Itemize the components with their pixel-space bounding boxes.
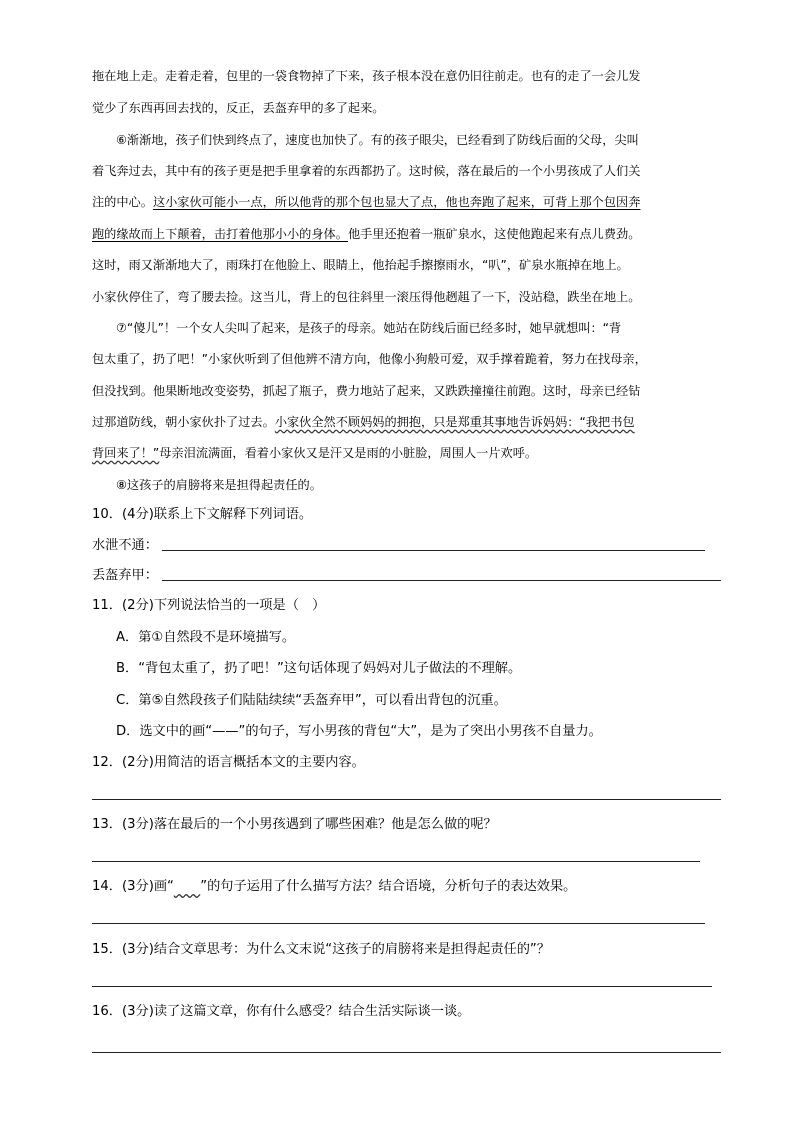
- question-11-option-d[interactable]: D．选文中的画“——”的句子，写小男孩的背包“大”，是为了突出小男孩不自量力。: [116, 724, 602, 739]
- paragraph-7-line: ⑦“傻儿”！一个女人尖叫了起来，是孩子的母亲。她站在防线后面已经多时，她早就想叫：“背: [116, 321, 622, 335]
- answer-line[interactable]: [92, 923, 705, 924]
- answer-line[interactable]: [92, 1052, 721, 1053]
- question-16: 16．(3分)读了这篇文章，你有什么感受？结合生活实际谈一谈。: [92, 1004, 471, 1019]
- question-15: 15．(3分)结合文章思考：为什么文末说“这孩子的肩膀将来是担得起责任的”？: [92, 942, 550, 957]
- question-11-option-a[interactable]: A．第①自然段不是环境描写。: [116, 630, 296, 645]
- plain-text: 注的中心。: [92, 195, 153, 209]
- underlined-sentence: 这小家伙可能小一点，所以他背的那个包也显大了点，他也奔跑了起来，可背上那个包因奔: [152, 195, 641, 209]
- paragraph-7-line: [92, 414, 635, 430]
- wavy-underlined-sentence: 背回来了！”: [92, 446, 160, 460]
- question-10: 10．(4分)联系上下文解释下列词语。: [92, 507, 313, 522]
- plain-text: 母亲泪流满面，看着小家伙又是汗又是雨的小脏脸，周围人一片欢呼。: [159, 446, 538, 460]
- paragraph-7-line: [92, 445, 537, 461]
- wavy-line-sample: [174, 879, 200, 894]
- question-12: 12．(2分)用简洁的语言概括本文的主要内容。: [92, 755, 365, 770]
- paragraph-8: ⑧这孩子的肩膀将来是担得起责任的。: [116, 478, 322, 492]
- passage-line: 拖在地上走。走着走着，包里的一袋食物掉了下来，孩子根本没在意仍旧往前走。也有的走了一会儿发: [92, 69, 641, 83]
- underlined-sentence: 跑的缘故而上下颠着，击打着他那小小的身体。: [92, 227, 348, 241]
- wavy-underlined-sentence: 小家伙全然不顾妈妈的拥抱，只是郑重其事地告诉妈妈：“我把书包: [274, 415, 635, 429]
- passage-line: 觉少了东西再回去找的，反正，丢盔弃甲的多了起来。: [92, 101, 385, 115]
- paragraph-6-line: ⑥渐渐地，孩子们快到终点了，速度也加快了。有的孩子眼尖，已经看到了防线后面的父母，尖叫: [116, 133, 639, 147]
- question-11-option-b[interactable]: B．“背包太重了，扔了吧！”这句话体现了妈妈对儿子做法的不理解。: [116, 661, 522, 676]
- paragraph-6-line: 这时，雨又渐渐地大了，雨珠打在他脸上、眼睛上，他抬起手擦擦雨水，“叭”，矿泉水瓶掉在地上。: [92, 258, 629, 272]
- paragraph-6-line: [92, 194, 640, 210]
- paragraph-6-line: 着飞奔过去，其中有的孩子更是把手里拿着的东西都扔了。这时候，落在最后的一个小男孩成了人们关: [92, 164, 641, 178]
- paragraph-6-line: 小家伙停住了，弯了腰去捡。这当儿，背上的包往斜里一滚压得他趔趄了一下，没站稳，跌坐在地上。: [92, 290, 641, 304]
- answer-line[interactable]: [162, 550, 705, 551]
- paragraph-6-line: [92, 226, 640, 242]
- question-13: 13．(3分)落在最后的一个小男孩遇到了哪些困难？他是怎么做的呢？: [92, 817, 497, 832]
- answer-line[interactable]: [92, 986, 712, 987]
- answer-line[interactable]: [92, 799, 721, 800]
- question-14-text: 14．(3分)画“: [92, 879, 174, 894]
- question-11: 11．(2分)下列说法恰当的一项是（ ）: [92, 598, 326, 613]
- paragraph-7-line: 但没找到。他果断地改变姿势，抓起了瓶子，费力地站了起来，又跌跌撞撞往前跑。这时，母亲已经钻: [92, 384, 641, 398]
- question-14-text: ”的句子运用了什么描写方法？结合语境，分析句子的表达效果。: [200, 879, 577, 894]
- question-14: [92, 879, 576, 895]
- answer-line[interactable]: [162, 580, 721, 581]
- plain-text: 过那道防线，朝小家伙扑了过去。: [92, 415, 275, 429]
- question-10-term-b: 丢盔弃甲：: [92, 568, 158, 583]
- question-11-option-c[interactable]: C．第⑤自然段孩子们陆陆续续“丢盔弃甲”，可以看出背包的沉重。: [116, 693, 507, 708]
- answer-line[interactable]: [92, 861, 700, 862]
- question-10-term-a: 水泄不通：: [92, 538, 158, 553]
- paragraph-7-line: 包太重了，扔了吧！”小家伙听到了但他辨不清方向，他像小狗般可爱，双手撑着跪着，努力在找母亲，: [92, 352, 647, 366]
- plain-text: 他手里还抱着一瓶矿泉水，这使他跑起来有点儿费劲。: [347, 227, 641, 241]
